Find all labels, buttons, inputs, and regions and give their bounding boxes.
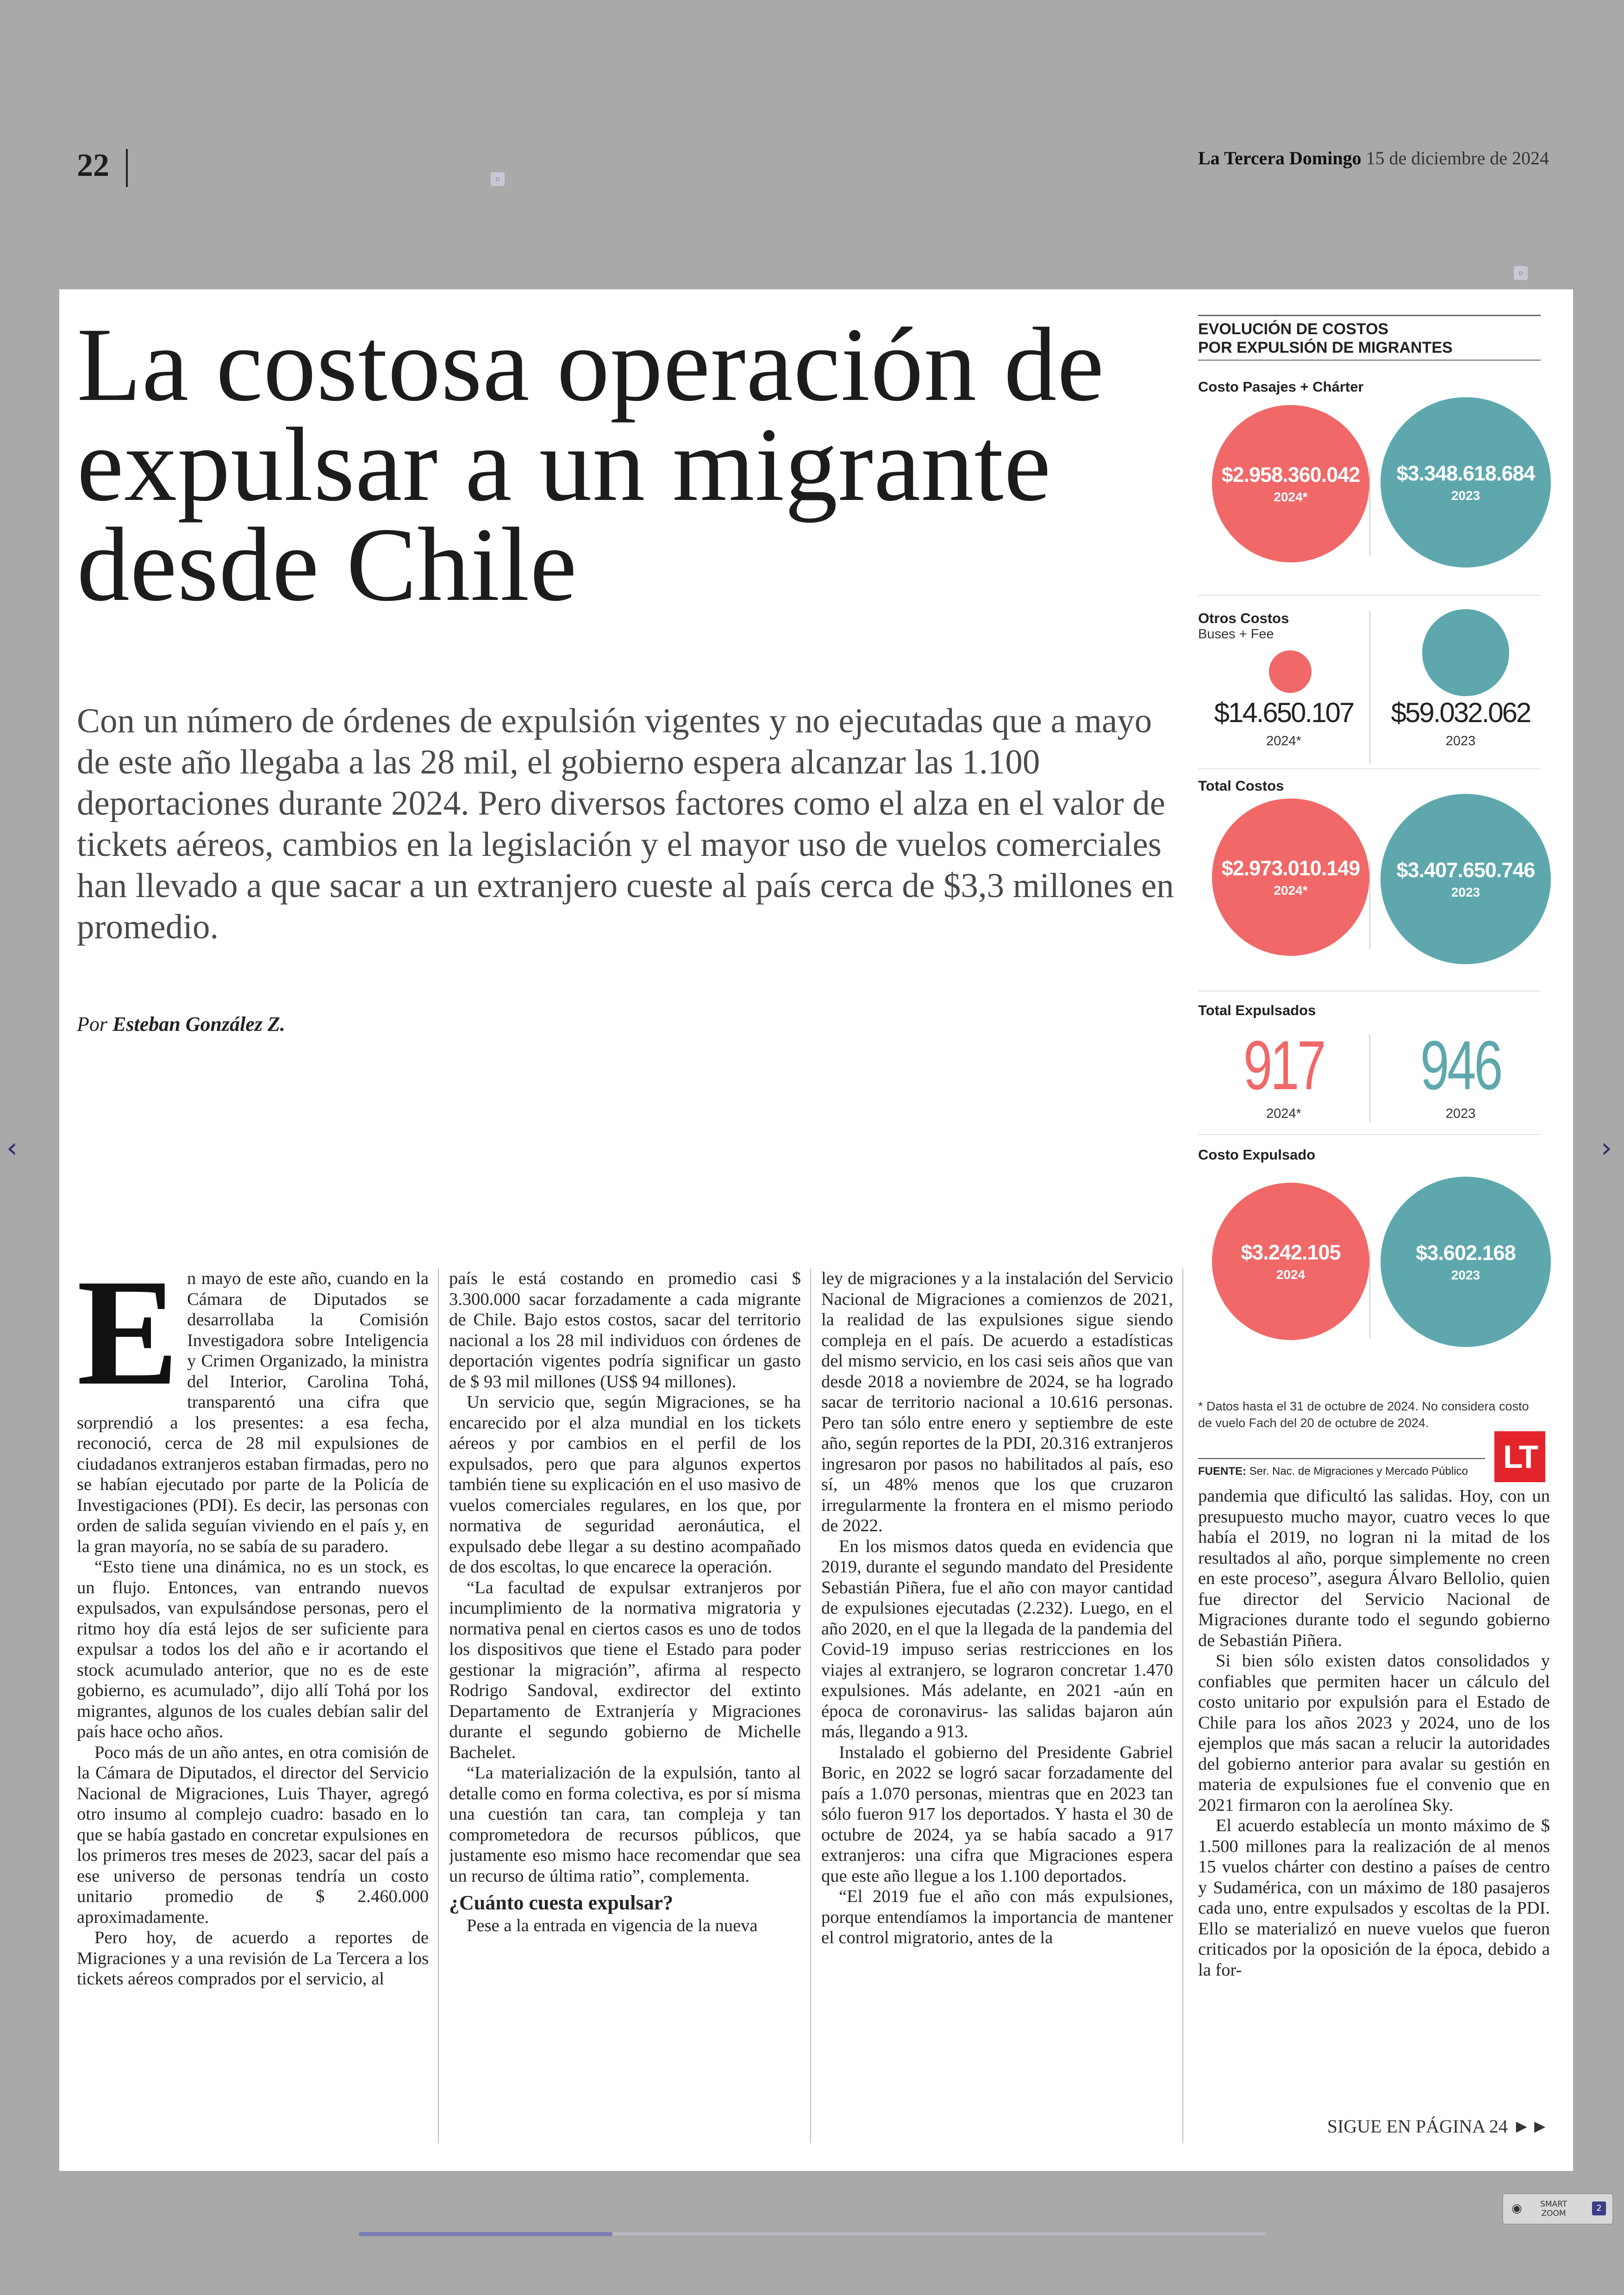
section-divider: [1198, 991, 1541, 992]
newspaper-page: [59, 289, 1573, 2171]
drop-cap: E: [77, 1268, 179, 1417]
next-page-button[interactable]: [1601, 1132, 1612, 1164]
section-label: Total Costos: [1198, 778, 1284, 794]
byline-prefix: Por: [77, 1013, 107, 1035]
infographic-title-line: EVOLUCIÓN DE COSTOS: [1198, 320, 1389, 338]
publication-name: La Tercera Domingo: [1198, 148, 1362, 168]
section-label: Otros Costos: [1198, 610, 1289, 626]
section-label: Costo Expulsado: [1198, 1147, 1316, 1163]
masthead: [1198, 147, 1549, 169]
section-expulsados: [1198, 1002, 1541, 1019]
year-2024: 2024*: [1274, 490, 1308, 504]
paragraph: El acuerdo establecía un monto máximo de $ 1.500 millones para la realización de al menos 15 vuelos chárter con destino a países de centro y Sudamérica, con un máximo de 180 pasajeros cada uno, entre expulsados y escoltas de la PDI. Ello se materializó en nueve vuelos que fueron criticados por la oposición de la época, debido a la for-: [1198, 1816, 1550, 1980]
smart-zoom-badge: 2: [1592, 2201, 1606, 2215]
separator: [1369, 611, 1370, 764]
year-2023: 2023: [1451, 488, 1480, 503]
circle-2024: [1212, 798, 1369, 956]
page-number-divider: [126, 149, 128, 187]
paragraph: “La facultad de expulsar extranjeros por incumplimiento de la normativa migratoria y normativa penal en ciertos casos es uno de todos los dispositivos que tiene el Estado para poder gestionar la migración”, afirma al respecto Rodrigo Sandoval, exdirector del extinto Departamento de Extranjería y Migraciones durante el segundo gobierno de Michelle Bachelet.: [449, 1578, 801, 1762]
value-2023: $3.407.650.746: [1396, 858, 1535, 882]
value-2023: $3.348.618.684: [1396, 461, 1535, 485]
paragraph: Instalado el gobierno del Presidente Gabriel Boric, en 2022 se logró sacar forzadamente del país a 1.070 personas, mientras que en 2023 tan sólo fueron 917 los deportados. Y hasta el 30 de octubre de 2024, ya se había sacado a 917 extranjeros: una cifra que Migraciones espera que este año llegue a los 1.100 deportados.: [821, 1742, 1173, 1886]
source-text: Ser. Nac. de Migraciones y Mercado Público: [1249, 1465, 1468, 1478]
paragraph: país le está costando en promedio casi $ 3.300.000 sacar forzadamente a cada migrante de Chile. Bajo estos costos, sacar del territorio nacional a los 28 mil individuos con órdenes de deportación vigentes podría significar un gasto de $ 93 mil millones (US$ 94 millones).: [449, 1269, 801, 1391]
infographic-source: [1198, 1465, 1468, 1478]
paragraph: n mayo de este año, cuando en la Cámara de Diputados se desarrollaba la Comisión Investigadora sobre Inteligencia y Crimen Organizado, la ministra del Interior, Carolina Tohá, transparentó una cifra que sorprendió a los presentes: a esa fecha, reconoció, cerca de 28 mil expulsiones de ciudadanos extranjeros estaban firmadas, pero no se habían ejecutado por parte de la Policía de Investigaciones (PDI). Es decir, las personas con orden de salida seguían viviendo en el país y, en la gran mayoría, no se sabía de su paradero.: [77, 1269, 429, 1556]
paragraph: Un servicio que, según Migraciones, se ha encarecido por el alza mundial en los tickets aéreos y por cambios en el perfil de los expulsados, pero que para algunos expertos también tiene su explicación en el uso masivo de vuelos comerciales regulares, en los que, por normativa de seguridad aeronáutica, el expulsado debe llegar a su destino acompañado de dos escoltas, lo que encarece la operación.: [449, 1392, 801, 1577]
column-divider: [810, 1268, 811, 2143]
la-tercera-logo: LT: [1494, 1431, 1545, 1482]
source-rule: [1198, 1458, 1485, 1459]
circle-2023: [1380, 397, 1551, 568]
column-divider: [438, 1268, 439, 2143]
body-column-2: [449, 1268, 801, 2152]
value-2024: $2.958.360.042: [1221, 463, 1360, 486]
smart-zoom-label-line: SMART: [1540, 2200, 1568, 2209]
year-2024: 2024*: [1266, 1106, 1301, 1121]
paragraph: “La materialización de la expulsión, tanto al detalle como en forma colectiva, es por sí misma una cuestión tan cara, tan compleja y tan comprometedora de recursos públicos, que justamente eso mismo hace recomendar que sea un recurso de última ratio”, complementa.: [449, 1763, 801, 1886]
section-total: [1198, 778, 1541, 794]
column-divider: [1182, 1268, 1183, 2143]
value-2024: $14.650.107: [1214, 697, 1354, 728]
subheading: ¿Cuánto cuesta expulsar?: [449, 1891, 674, 1914]
cost-infographic: [1198, 315, 1541, 1491]
continued-on-page[interactable]: SIGUE EN PÁGINA 24 ►►: [1327, 2116, 1549, 2137]
value-2023: $59.032.062: [1391, 697, 1530, 728]
byline-author: Esteban González Z.: [112, 1013, 285, 1035]
section-divider: [1198, 768, 1541, 769]
separator: [1369, 1035, 1370, 1123]
smart-zoom-label-line: ZOOM: [1541, 2209, 1566, 2218]
section-label: Total Expulsados: [1198, 1002, 1316, 1018]
paragraph: “Esto tiene una dinámica, no es un stock, es un flujo. Entonces, van entrando nuevos expulsados, van expulsándose personas, pero el ritmo hoy día está lejos de ser suficiente para expulsar a todos los del año e ir acortando el stock acumulado anterior, que no es de este gobierno, es acumulado”, dijo allí Tohá por los migrantes, algunos de los cuales debían salir del país hace ocho años.: [77, 1557, 429, 1741]
section-label: Costo Pasajes + Chárter: [1198, 379, 1364, 395]
paragraph: Pese a la entrada en vigencia de la nueva: [467, 1915, 758, 1935]
value-2024: $2.973.010.149: [1221, 856, 1360, 880]
chevron-left-icon: ‹: [6, 1132, 18, 1164]
circle-2024: [1212, 1183, 1369, 1340]
circle-2023: [1380, 1177, 1551, 1347]
separator: [1369, 1250, 1370, 1338]
paragraph: Pero hoy, de acuerdo a reportes de Migraciones y a una revisión de La Tercera a los tickets aéreos comprados por el servicio, al: [77, 1928, 429, 1989]
byline: [77, 1012, 285, 1036]
year-2023: 2023: [1445, 734, 1476, 748]
smart-zoom-label: [1540, 2200, 1567, 2218]
section-sublabel: Buses + Fee: [1198, 627, 1274, 642]
paragraph: Si bien sólo existen datos consolidados y confiables que permiten hacer un cálculo del costo unitario por expulsión para el Estado de Chile para los años 2023 y 2024, uno de los ejemplos que más sacan a relucir la autoridades del gobierno anterior para avalar su gestión en materia de expulsiones fue el convenio que en 2021 firmaron con la aerolínea Sky.: [1198, 1651, 1550, 1815]
section-divider: [1198, 595, 1541, 596]
infographic-footnote: * Datos hasta el 31 de octubre de 2024. No considera costo de vuelo Fach del 20 de octubre de 2024.: [1198, 1399, 1529, 1430]
infographic-title-line: POR EXPULSIÓN DE MIGRANTES: [1198, 339, 1453, 356]
count-2023: 946: [1420, 1026, 1501, 1104]
infographic-title-rule: [1198, 360, 1541, 361]
publication-date: 15 de diciembre de 2024: [1366, 148, 1549, 168]
year-2023: 2023: [1451, 1268, 1480, 1282]
chevron-right-icon: ›: [1601, 1132, 1612, 1164]
infographic-title: [1198, 316, 1541, 360]
paragraph: Poco más de un año antes, en otra comisión de la Cámara de Diputados, el director del Servicio Nacional de Migraciones, Luis Thayer, agregó otro insumo al complejo cuadro: basado en lo que se había gastado en concretar expulsiones en los primeros tres meses de 2023, sacar del país a ese universo de personas tendría un costo unitario promedio de $ 2.460.000 aproximadamente.: [77, 1742, 429, 1927]
circle-2023: [1422, 609, 1509, 696]
body-column-1: [77, 1268, 429, 2152]
body-column-4: [1198, 1486, 1550, 2106]
section-costo-expulsado: [1198, 1147, 1541, 1163]
year-2024: 2024*: [1266, 734, 1301, 748]
year-2024: 2024: [1276, 1267, 1305, 1282]
year-2024: 2024*: [1274, 883, 1308, 898]
value-2023: $3.602.168: [1416, 1241, 1516, 1265]
year-2023: 2023: [1451, 885, 1480, 899]
separator: [1369, 861, 1370, 949]
count-2024: 917: [1243, 1026, 1324, 1104]
headline: La costosa operación de expulsar a un migrante desde Chile: [77, 306, 1105, 623]
circle-2024: [1269, 650, 1312, 693]
paragraph: En los mismos datos queda en evidencia que 2019, durante el segundo mandato del Presidente Sebastián Piñera, fue el año con mayor cantidad de expulsiones ejecutadas (2.232). Luego, en el año 2020, en el que la llegada de la pandemia del Covid-19 impuso serias restricciones en los viajes al extranjero, se lograron concretar 1.470 expulsiones. Más adelante, en 2021 -aún en época de coronavirus- las salidas bajaron aún más, llegando a 913.: [821, 1536, 1173, 1741]
paragraph: pandemia que dificultó las salidas. Hoy, con un presupuesto mucho mayor, cuatro veces lo que había el 2019, no logran ni la mitad de los resultados al año, porque simplemente no creen en este proceso”, asegura Álvaro Bellolio, quien fue director del Servicio Nacional de Migraciones durante todo el segundo gobierno de Sebastián Piñera.: [1198, 1486, 1550, 1650]
source-label: FUENTE:: [1198, 1465, 1246, 1478]
circle-2023: [1380, 794, 1551, 964]
section-divider: [1198, 1134, 1541, 1135]
section-pasajes: [1198, 379, 1541, 395]
year-2023: 2023: [1445, 1106, 1476, 1121]
circle-2024: [1212, 405, 1369, 562]
lead-paragraph: Con un número de órdenes de expulsión vigentes y no ejecutadas que a mayo de este año llegaba a las 28 mil, el gobierno espera alcanzar las 1.100 deportaciones durante 2024. Pero diversos factores como el alza en el valor de tickets aéreos, cambios en la legislación y el mayor uso de vuelos comerciales han llevado a que sacar a un extranjero cueste al país cerca de $3,3 millones en promedio.: [77, 702, 1174, 946]
link-marker-icon[interactable]: ▫: [1514, 266, 1528, 280]
separator: [1369, 468, 1370, 555]
smart-zoom-button[interactable]: [1502, 2193, 1613, 2225]
page-number: 22: [77, 148, 109, 183]
paragraph: “El 2019 fue el año con más expulsiones, porque entendíamos la importancia de mantener el control migratorio, antes de la: [821, 1887, 1173, 1947]
value-2024: $3.242.105: [1241, 1241, 1341, 1264]
scrollbar-thumb[interactable]: [359, 2232, 612, 2236]
eye-icon: ◉: [1512, 2201, 1522, 2215]
paragraph: ley de migraciones y a la instalación del Servicio Nacional de Migraciones a comienzos de 2021, la realidad de las expulsiones sigue siendo compleja en el país. De acuerdo a estadísticas del mismo servicio, en los casi seis años que van desde 2018 a noviembre de 2024, se ha logrado sacar de territorio nacional a 10.616 personas. Pero tan sólo entre enero y septiembre de este año, según reportes de la PDI, 20.316 extranjeros ingresaron por pasos no habilitados al país, eso sí, un 48% menos que los que cruzaron irregularmente la frontera en el mismo periodo de 2022.: [821, 1269, 1173, 1535]
prev-page-button[interactable]: [6, 1132, 18, 1164]
link-marker-icon[interactable]: ▫: [491, 172, 505, 186]
body-column-3: [821, 1268, 1173, 2152]
